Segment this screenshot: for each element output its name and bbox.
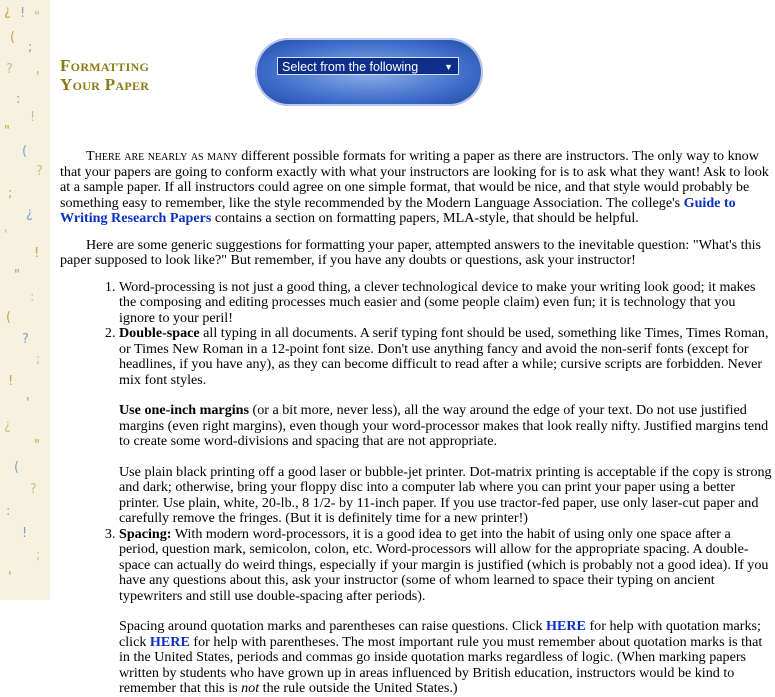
quotation-text-4: the rule outside the United States.)	[259, 680, 458, 696]
spacing-heading: Spacing:	[119, 525, 172, 542]
item-3-text: With modern word-processors, it is a good idea to get into the habit of using only one space after a period, question mark, semicolon, colon, etc. Word-processors will allow for the appropriate spacing. A double-space can actually do weird things, especially if your margin is justified (which is probably not a good idea). If you have any questions about this, ask your instructor (some of whom learned to space their typing on ancient typewriters and still use double-spacing after periods).	[119, 525, 769, 604]
dropdown-arrow-icon: ▼	[444, 62, 453, 72]
navigation-dropdown[interactable]	[277, 57, 459, 75]
margins-heading: Use one-inch margins	[119, 402, 249, 418]
quotation-marks-link[interactable]: HERE	[546, 618, 586, 634]
double-space-heading: Double-space	[119, 325, 200, 341]
printing-paragraph: Use plain black printing off a good laser or bubble-jet printer. Dot-matrix printing is acceptable if the copy is strong and dark; otherwise, bring your floppy disc into a computer lab where you can print your paper using a better printer. Use plain, white, 20-lb., 8 1/2- by 11-inch paper. If you use tractor-fed paper, use only laser-cut paper and carefully remove the fringes. (But it is definitely time for a new printer!)	[119, 463, 772, 526]
list-item	[119, 326, 772, 527]
quotation-text-2: for help with quotation marks; click	[119, 618, 761, 650]
page-title-line2: Your Paper	[60, 75, 150, 94]
dropdown-selected-value: Select from the following	[282, 60, 419, 74]
margins-paragraph	[119, 403, 772, 450]
main-content	[60, 149, 772, 697]
quotation-text-3: for help with parentheses. The most important rule you must remember about quotation marks is that in the United States, periods and commas go inside quotation marks regardless of logic. (When marking papers written by students who have grown up in areas influenced by British education, instructors would be kind to remember that this is	[119, 633, 763, 696]
guide-link[interactable]: Guide to Writing Research Papers	[60, 194, 736, 226]
parentheses-link[interactable]: HERE	[149, 633, 190, 650]
intro-text-2: contains a section on formatting papers, MLA-style, that should be helpful.	[211, 210, 639, 226]
page-title	[60, 56, 149, 94]
intro-paragraph	[60, 149, 772, 227]
list-item	[119, 280, 772, 327]
suggestions-paragraph: Here are some generic suggestions for formatting your paper, attempted answers to the inevitable question: "What's this paper supposed to look like?" But remember, if you have any doubts or questions, ask your instructor!	[60, 236, 762, 268]
margins-text: (or a bit more, never less), all the way around the edge of your text. Do not use justified margins (even right margins), even though your word-processor makes that look really nifty. Justified margins tend to create some word-divisions and spacing that are not appropriate.	[119, 402, 769, 449]
intro-text-1: different possible formats for writing a paper as there are instructors. The only way to know that your papers are going to conform exactly with what your instructors are looking for is to ask what they want! Ask to look at a sample paper. If all instructors could agree on one simple format, that would be nice, and that style would probably be something easy to remember, like the style recommended by the Modern Language Association. The college's	[60, 148, 769, 211]
page-title-line1: Formatting	[60, 56, 150, 75]
decorative-sidebar: ¿ ! " ( ; ? ' : ! " ( ? ; ¿ ' ! " : ( ? ; ! ' ¿ " ( ? : ! ; '	[0, 0, 50, 600]
quotation-text-1: Spacing around quotation marks and parentheses can raise questions. Click	[119, 618, 547, 634]
emphasis-not: not	[241, 680, 260, 696]
suggestions-list	[60, 280, 772, 697]
list-item	[119, 527, 772, 697]
item-1-text: Word-processing is not just a good thing, a clever technological device to make your writing look good; it makes the composing and editing processes much easier and (some people claim) even fun; it is technology that you ignore to your peril!	[119, 278, 756, 326]
intro-lead: There are nearly as many	[86, 148, 238, 164]
item-2-text: all typing in all documents. A serif typing font should be used, something like Times, Times Roman, or Times New Roman in a 12-point font size. Don't use anything fancy and avoid the non-serif fonts (except for headlines, if you have any), as they can become difficult to read after a while; cursive scripts are forbidden. Never mix font styles.	[119, 325, 769, 388]
navigation-selector-frame	[255, 38, 483, 106]
quotation-paragraph	[119, 619, 772, 697]
